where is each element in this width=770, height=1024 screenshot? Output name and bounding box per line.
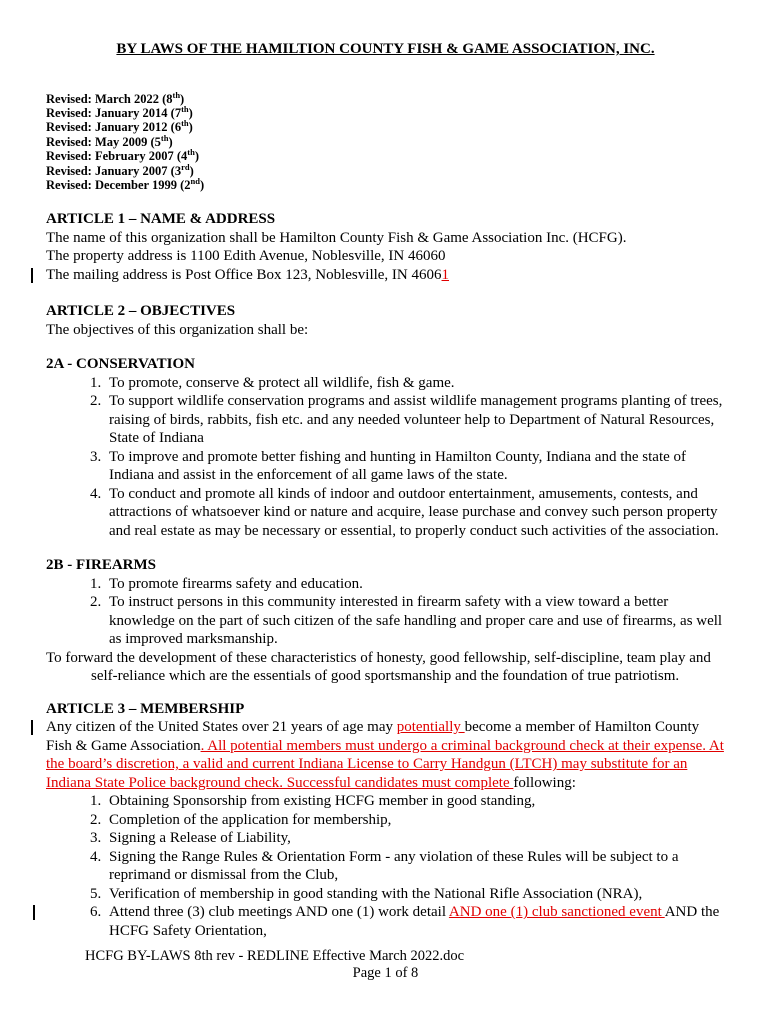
article1-property-address-line: The property address is 1100 Edith Avenue, Noblesville, IN 46060 — [46, 248, 446, 265]
membership-paragraph — [46, 718, 725, 792]
ordinal-suffix: th — [172, 89, 181, 100]
text-segment: AND the HCFG Safety Orientation, — [109, 904, 720, 939]
list-item: 1. Obtaining Sponsorship from existing HCFG member in good standing, — [105, 792, 725, 811]
article1-name-line: The name of this organization shall be Hamilton County Fish & Game Association Inc. (HCFG). — [46, 229, 627, 246]
text-segment: Attend three (3) club meetings AND one (1) work detail — [109, 904, 449, 921]
revision-text: Revised: May 2009 (5 — [46, 134, 161, 149]
revision-line — [46, 103, 725, 120]
redline-insertion: . All potential members must undergo a criminal background check at their expense. At the board’s discretion, a valid and current Indiana License to Carry Handgun (LTCH) may substitute for an Indiana State Police background check. Successful candidates must complete — [46, 737, 724, 791]
footer-page-number: Page 1 of 8 — [352, 965, 419, 981]
revision-text: Revised: December 1999 (2 — [46, 177, 191, 192]
article1-heading: ARTICLE 1 – NAME & ADDRESS — [46, 211, 276, 228]
article3-heading: ARTICLE 3 – MEMBERSHIP — [46, 700, 245, 717]
revision-close: ) — [168, 134, 173, 149]
section-2b-heading: 2B - FIREARMS — [46, 557, 157, 574]
section-2a-heading: 2A - CONSERVATION — [46, 356, 195, 373]
list-item: 2. Completion of the application for membership, — [105, 811, 725, 830]
membership-requirements-list — [46, 792, 725, 940]
redline-insertion: potentially — [396, 719, 465, 736]
text-segment: following: — [513, 774, 576, 791]
revision-close: ) — [194, 149, 200, 164]
change-bar — [31, 268, 33, 283]
list-item: 4. Signing the Range Rules & Orientation Form - any violation of these Rules will be subject to a reprimand or dismissal from the Club, — [105, 848, 725, 885]
ordinal-suffix: th — [187, 146, 195, 157]
list-item: 3. To improve and promote better fishing and hunting in Hamilton County, Indiana and the state of Indiana and assist in the enforcement of all game laws of the state. — [105, 448, 725, 485]
list-item: 2. To instruct persons in this community interested in firearm safety with a view toward a better knowledge on the part of such citizen of the safe handling and proper care and use of firearms, as well as improved marksmanship. — [105, 593, 725, 649]
change-bar — [33, 905, 35, 920]
list-item-with-redline — [105, 903, 725, 940]
page-footer — [46, 948, 725, 982]
revision-line — [46, 120, 725, 134]
list-item: 1. To promote, conserve & protect all wildlife, fish & game. — [105, 374, 725, 393]
list-item: 2. To support wildlife conservation programs and assist wildlife management programs planting of trees, raising of birds, rabbits, fish etc. and any needed volunteer help to Department of Natural Resources, State of Indiana — [105, 392, 725, 448]
list-item: 1. To promote firearms safety and education. — [105, 575, 725, 594]
revision-close: ) — [188, 120, 193, 135]
ordinal-suffix: rd — [181, 161, 190, 172]
revision-close: ) — [200, 177, 205, 192]
revision-line — [46, 161, 725, 178]
revision-close: ) — [188, 105, 193, 120]
ordinal-suffix: nd — [190, 175, 200, 186]
revision-line — [46, 132, 725, 149]
firearms-list — [46, 575, 725, 649]
article1-mailing-address-line — [46, 266, 725, 285]
revision-text: Revised: March 2022 (8 — [46, 91, 173, 106]
revision-close: ) — [189, 163, 194, 178]
text-segment: Any citizen of the United States over 21 years of age may — [46, 719, 397, 736]
redline-insertion: AND one (1) club sanctioned event — [448, 904, 665, 921]
revision-line — [46, 146, 725, 164]
change-bar — [31, 720, 33, 735]
ordinal-suffix: th — [181, 103, 189, 114]
revision-line — [46, 89, 725, 106]
list-item: 5. Verification of membership in good standing with the National Rifle Association (NRA), — [105, 885, 725, 904]
ordinal-suffix: th — [181, 118, 189, 129]
revision-close: ) — [180, 91, 185, 106]
text-segment: The mailing address is Post Office Box 123, Noblesville, IN 4606 — [46, 266, 442, 283]
revision-line — [46, 175, 725, 192]
document-title: BY LAWS OF THE HAMILTION COUNTY FISH & GAME ASSOCIATION, INC. — [116, 41, 655, 57]
revision-history — [46, 89, 725, 193]
revision-text: Revised: January 2014 (7 — [46, 105, 182, 120]
ordinal-suffix: th — [160, 132, 169, 143]
conservation-list — [46, 374, 725, 541]
list-item: 4. To conduct and promote all kinds of indoor and outdoor entertainment, amusements, contests, and attractions of whatsoever kind or nature and acquire, lease purchase and convey such person property and real estate as may be necessary or essential, to properly conduct such activities of the association. — [105, 485, 725, 541]
revision-text: Revised: January 2007 (3 — [46, 163, 182, 178]
list-item: 3. Signing a Release of Liability, — [105, 829, 725, 848]
footer-filename: HCFG BY-LAWS 8th rev - REDLINE Effective March 2022.doc — [85, 948, 465, 964]
redline-insertion: 1 — [441, 266, 450, 283]
firearms-closing-paragraph: To forward the development of these characteristics of honesty, good fellowship, self-discipline, team play and self-reliance which are the essentials of good sportsmanship and the foundation of true patriotism. — [46, 649, 711, 685]
revision-text: Revised: January 2012 (6 — [46, 120, 182, 135]
article2-intro: The objectives of this organization shall be: — [46, 321, 309, 338]
revision-text: Revised: February 2007 (4 — [46, 149, 188, 164]
text-segment: become a member of Hamilton County Fish & Game Association — [46, 719, 700, 754]
article2-heading: ARTICLE 2 – OBJECTIVES — [46, 303, 236, 320]
